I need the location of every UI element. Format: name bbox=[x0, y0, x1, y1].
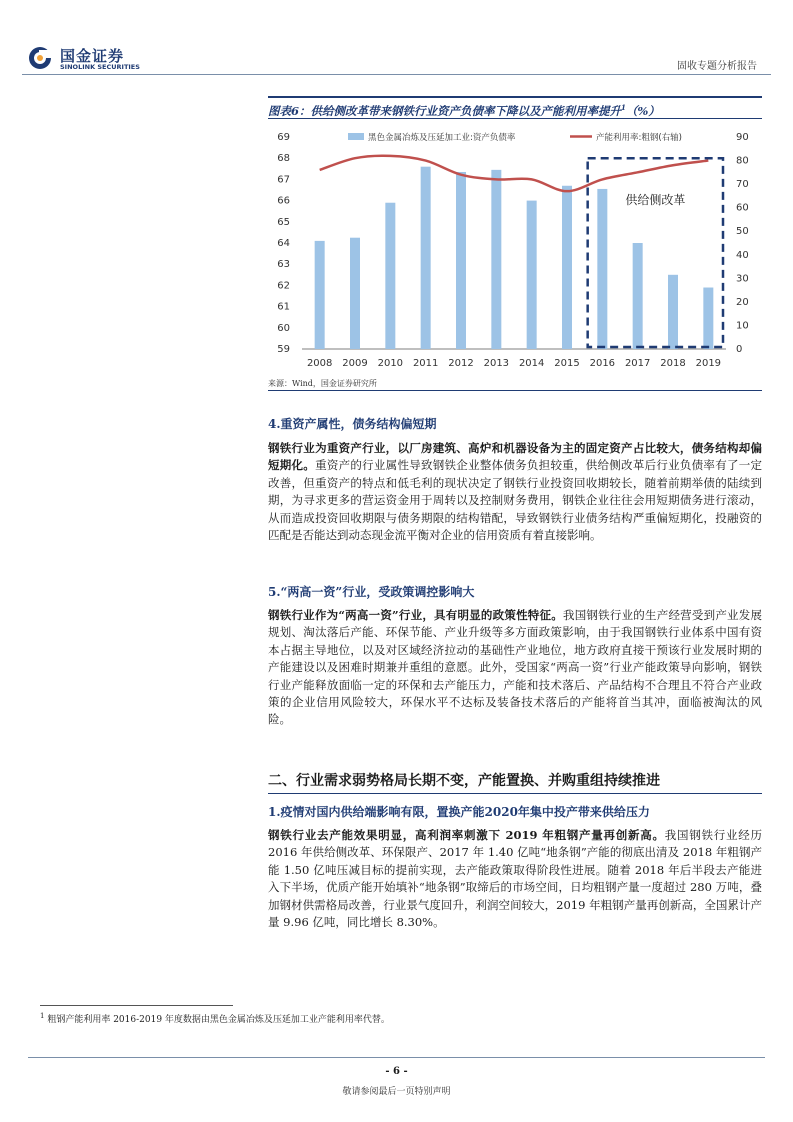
y-left-tick-label: 68 bbox=[277, 153, 290, 165]
y-left-tick-label: 67 bbox=[277, 174, 290, 186]
figure-source: 来源：Wind，国金证券研究所 bbox=[268, 379, 377, 388]
section-5-lead: 钢铁行业作为“两高一资”行业，具有明显的政策性特征。 bbox=[268, 608, 563, 622]
x-tick-label: 2017 bbox=[624, 358, 651, 369]
header-divider bbox=[22, 74, 771, 75]
footnote-ref: 1 bbox=[621, 103, 626, 112]
section-5-body: 我国钢铁行业的生产经营受到产业发展规划、淘汰落后产能、环保节能、产业升级等多方面政策影响，由于我国钢铁行业体系中国有资本占据主导地位，以及对区域经济拉动的基础性产业地位，地方政府直接干预该行业发展时期的产能建设以及困难时期兼并重组的意愿。此外，受国家“两高一资”行业产能政策导向影响，钢铁行业产能释放面临一定的环保和去产能压力，产能和技术落后、产品结构不合理且不符合产业政策的企业信用风险较大，环保水平不达标及装备技术落后的产能将首当其冲，面临被淘汰的风险。 bbox=[268, 608, 762, 727]
subsection-1-lead: 钢铁行业去产能效果明显，高利润率刺激下 2019 年粗钢产量再创新高。 bbox=[268, 828, 665, 842]
y-right-tick-label: 60 bbox=[736, 202, 749, 214]
bar bbox=[527, 201, 537, 349]
bar bbox=[668, 275, 678, 349]
x-tick-label: 2010 bbox=[377, 358, 404, 369]
y-right-tick-label: 70 bbox=[736, 179, 749, 191]
sinolink-logo-icon bbox=[28, 46, 52, 70]
y-left-tick-label: 59 bbox=[277, 344, 290, 355]
y-right-tick-label: 40 bbox=[736, 249, 749, 261]
x-tick-label: 2011 bbox=[412, 358, 439, 369]
section-4-heading: 4.重资产属性，债务结构偏短期 bbox=[268, 417, 437, 431]
x-tick-label: 2013 bbox=[483, 358, 510, 369]
bar bbox=[456, 172, 466, 349]
bar bbox=[385, 203, 395, 349]
section-5-paragraph bbox=[268, 607, 762, 729]
legend-line-label: 产能利用率:粗钢(右轴) bbox=[596, 133, 682, 143]
bar bbox=[421, 167, 431, 349]
subsection-1-body: 我国钢铁行业经历 2016 年供给侧改革、环保限产、2017 年 1.40 亿吨“地条钢”产能的彻底出清及 2018 年粗钢产能 1.50 亿吨压减目标的提前实现，去产能政策取得阶段性进展。随着 2018 年后半段去产能进入下半场，优质产能开始填补“地条钢”取缔后的市场空间，日均粗钢产量一度超过 280 万吨，叠加钢材供需格局改善，行业景气度回升，利润空间较大，2019 年粗钢产量再创新高，全国累计产量 9.96 亿吨，同比增长 8.30%。 bbox=[268, 828, 762, 930]
section-5-heading: 5.“两高一资”行业，受政策调控影响大 bbox=[268, 585, 475, 599]
bar bbox=[597, 189, 607, 349]
figure-title-unit: （%） bbox=[625, 103, 660, 118]
bar bbox=[562, 186, 572, 349]
figure-title bbox=[268, 96, 762, 119]
annotation-label: 供给侧改革 bbox=[625, 193, 686, 207]
part-2-heading: 二、行业需求弱势格局长期不变，产能置换、并购重组持续推进 bbox=[268, 773, 660, 789]
company-logo bbox=[28, 44, 148, 76]
y-right-tick-label: 20 bbox=[736, 296, 749, 308]
logo-chinese-name: 国金证券 bbox=[60, 47, 125, 65]
footnote-rule bbox=[40, 1005, 233, 1006]
footnote bbox=[40, 1012, 390, 1025]
subsection-1-paragraph bbox=[268, 827, 762, 931]
page-number: - 6 - bbox=[385, 1066, 408, 1077]
part-2-rule bbox=[268, 793, 762, 794]
x-tick-label: 2019 bbox=[695, 358, 722, 369]
y-right-tick-label: 0 bbox=[736, 344, 743, 355]
y-left-tick-label: 65 bbox=[277, 216, 290, 228]
footer-divider bbox=[28, 1057, 765, 1058]
disclaimer-note: 敬请参阅最后一页特别声明 bbox=[342, 1087, 451, 1097]
subsection-1-heading: 1.疫情对国内供给端影响有限，置换产能2020年集中投产带来供给压力 bbox=[268, 805, 650, 819]
x-tick-label: 2018 bbox=[660, 358, 686, 369]
y-left-tick-label: 63 bbox=[277, 259, 290, 271]
x-tick-label: 2015 bbox=[554, 358, 580, 369]
y-right-tick-label: 80 bbox=[736, 155, 749, 167]
report-type: 固收专题分析报告 bbox=[677, 61, 757, 72]
footnote-text: 粗钢产能利用率 2016-2019 年度数据由黑色金属冶炼及压延加工业产能利用率代替。 bbox=[47, 1015, 390, 1025]
x-tick-label: 2014 bbox=[518, 358, 545, 369]
supply-side-reform-box bbox=[588, 158, 723, 347]
section-4-body: 重资产的行业属性导致钢铁企业整体债务负担较重，供给侧改革后行业负债率有了一定改善，但重资产的特点和低毛利的现状决定了钢铁行业投资回收期较长，随着前期举债的陆续到期，为寻求更多的营运资金用于周转以及控制财务费用，钢铁企业往往会用短期债务进行滚动，从而造成投资回收期限与债务期限的结构错配，导致钢铁行业债务结构严重偏短期化，投融资的匹配是否能达到动态现金流平衡对企业的信用资质有着直接影响。 bbox=[268, 458, 763, 543]
x-tick-label: 2008 bbox=[306, 358, 333, 369]
legend-bar-label: 黑色金属冶炼及压延加工业:资产负债率 bbox=[368, 133, 516, 143]
y-left-tick-label: 60 bbox=[277, 322, 290, 334]
bar bbox=[633, 243, 643, 349]
bar bbox=[315, 241, 325, 349]
bar bbox=[703, 288, 713, 349]
y-left-tick-label: 64 bbox=[277, 238, 290, 249]
y-right-tick-label: 50 bbox=[736, 226, 749, 238]
y-right-tick-label: 10 bbox=[736, 320, 749, 332]
y-left-tick-label: 61 bbox=[277, 301, 290, 313]
y-right-tick-label: 30 bbox=[736, 273, 749, 285]
x-tick-label: 2009 bbox=[342, 358, 368, 369]
x-tick-label: 2012 bbox=[448, 358, 474, 369]
figure-bottom-rule bbox=[268, 390, 762, 391]
y-left-tick-label: 66 bbox=[277, 195, 290, 207]
x-tick-label: 2016 bbox=[589, 358, 616, 369]
capacity-utilization-line bbox=[320, 156, 709, 191]
y-right-tick-label: 90 bbox=[736, 132, 749, 143]
debt-ratio-capacity-chart bbox=[268, 124, 762, 374]
section-4-lead: 钢铁行业为重资产行业，以厂房建筑、高炉和机器设备为主的固定资产占比较大，债务结构却偏短期化。 bbox=[268, 441, 762, 473]
legend-bar-swatch bbox=[348, 133, 364, 140]
section-4-paragraph bbox=[268, 440, 762, 544]
bar bbox=[491, 170, 501, 349]
y-left-tick-label: 69 bbox=[277, 132, 290, 143]
figure-title-text: 图表6：供给侧改革带来钢铁行业资产负债率下降以及产能利用率提升 bbox=[268, 103, 621, 118]
y-left-tick-label: 62 bbox=[277, 280, 290, 292]
logo-english-name: SINOLINK SECURITIES bbox=[60, 63, 140, 71]
bar bbox=[350, 238, 360, 349]
footnote-number: 1 bbox=[40, 1012, 45, 1020]
